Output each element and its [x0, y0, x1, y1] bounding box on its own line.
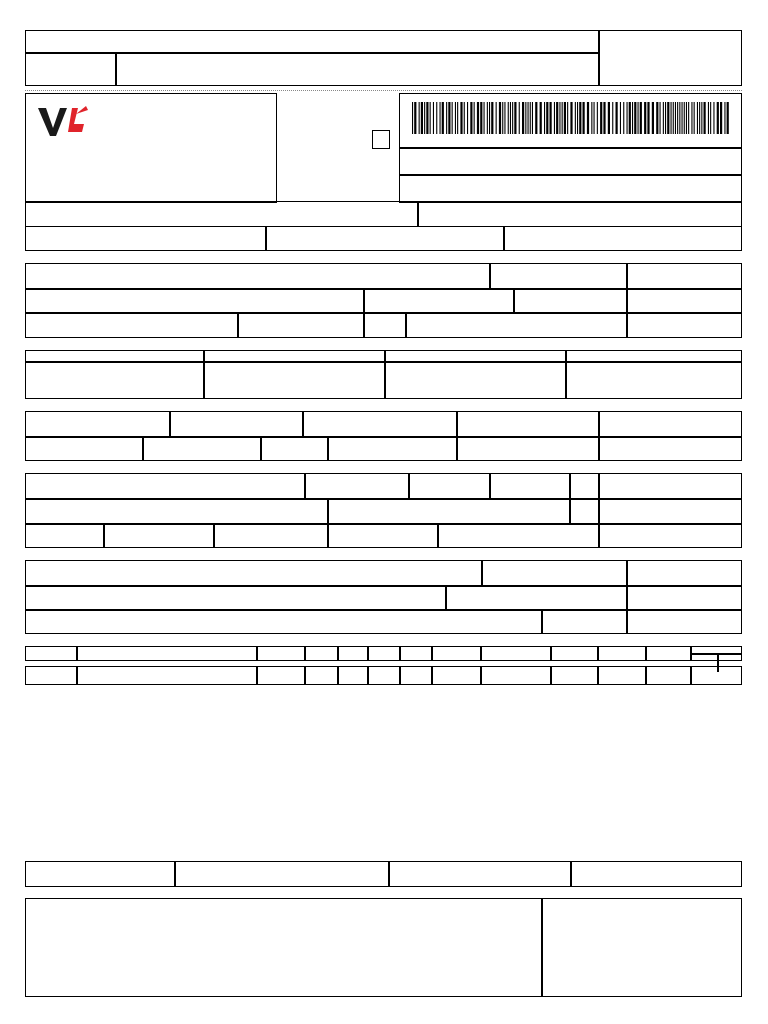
- barcode-divider-2: [399, 174, 742, 176]
- barcode-bar: [446, 102, 447, 134]
- barcode-bar: [667, 102, 669, 134]
- barcode-bar: [424, 102, 425, 134]
- recipient-col-d: [513, 288, 515, 313]
- barcode-bar: [457, 102, 458, 134]
- items-column-divider: [256, 666, 258, 685]
- barcode-bar: [708, 102, 709, 134]
- barcode-bar: [623, 102, 624, 134]
- barcode-bar: [620, 102, 621, 134]
- barcode-bar: [608, 102, 610, 134]
- recipient-col-b: [626, 263, 628, 338]
- barcode-bar: [436, 102, 437, 134]
- carrier-col-6: [327, 498, 329, 548]
- items-column-divider: [337, 666, 339, 685]
- barcode-bar: [691, 102, 692, 134]
- state-reg-divider-2: [503, 226, 505, 251]
- items-column-divider: [431, 646, 433, 661]
- receipt-stub-divider-h: [25, 52, 599, 54]
- barcode-bar: [452, 102, 453, 134]
- footer-col-2: [388, 861, 390, 887]
- items-column-divider: [645, 666, 647, 685]
- tax-col-4: [598, 411, 600, 461]
- recipient-col-a: [489, 263, 491, 289]
- items-column-divider: [304, 646, 306, 661]
- receipt-stub: [25, 30, 742, 86]
- items-header-subline: [690, 653, 742, 655]
- barcode-bar: [414, 102, 416, 134]
- barcode-bar: [600, 102, 602, 134]
- barcode-bar: [433, 102, 434, 134]
- barcode-bar: [679, 102, 680, 134]
- barcode-bar: [591, 102, 592, 134]
- barcode-bar: [634, 102, 636, 134]
- barcode-bar: [684, 102, 685, 134]
- issqn-section: [25, 560, 742, 634]
- barcode-bar: [724, 102, 725, 134]
- barcode-bar: [559, 102, 560, 134]
- barcode-bar: [530, 102, 531, 134]
- barcode-bar: [502, 102, 503, 134]
- barcode-icon: [412, 102, 730, 134]
- invoice-col-2: [384, 350, 386, 399]
- barcode-bar: [540, 102, 542, 134]
- tax-col-1: [169, 411, 171, 437]
- barcode-bar: [632, 102, 633, 134]
- tax-col-6: [260, 436, 262, 461]
- barcode-bar: [713, 102, 714, 134]
- barcode-bar: [496, 102, 497, 134]
- barcode-bar: [701, 102, 702, 134]
- barcode-bar: [525, 102, 526, 134]
- barcode-bar: [504, 102, 505, 134]
- barcode-bar: [412, 102, 413, 134]
- barcode-bar: [616, 102, 618, 134]
- barcode-bar: [704, 102, 706, 134]
- items-column-divider: [597, 666, 599, 685]
- barcode-bar: [640, 102, 642, 134]
- barcode-bar: [562, 102, 563, 134]
- items-column-divider: [597, 646, 599, 661]
- tax-col-2: [302, 411, 304, 437]
- barcode-bar: [673, 102, 674, 134]
- items-column-divider: [76, 666, 78, 685]
- barcode-bar: [464, 102, 465, 134]
- barcode-bar: [512, 102, 513, 134]
- issqn-row-line-1: [25, 585, 742, 587]
- barcode-bar: [570, 102, 572, 134]
- barcode-bar: [688, 102, 689, 134]
- items-column-divider: [690, 666, 692, 685]
- barcode-bar: [652, 102, 654, 134]
- barcode-bar: [638, 102, 639, 134]
- carrier-col-5: [598, 473, 600, 548]
- barcode-bar: [448, 102, 450, 134]
- items-column-divider: [480, 646, 482, 661]
- invoice-col-3: [565, 350, 567, 399]
- barcode-bar: [710, 102, 711, 134]
- barcode-bar: [550, 102, 552, 134]
- carrier-col-8: [213, 523, 215, 548]
- barcode-bar: [567, 102, 568, 134]
- barcode-bar: [629, 102, 631, 134]
- barcode-bar: [442, 102, 444, 134]
- barcode-bar: [579, 102, 581, 134]
- items-table-row: [25, 666, 742, 685]
- barcode-bar: [556, 102, 558, 134]
- barcode-bar: [720, 102, 722, 134]
- barcode-bar: [491, 102, 493, 134]
- entry-exit-checkbox[interactable]: [372, 130, 390, 149]
- barcode-bar: [699, 102, 700, 134]
- barcode-bar: [467, 102, 468, 134]
- barcode-bar: [694, 102, 695, 134]
- carrier-col-2: [408, 473, 410, 499]
- items-column-divider: [399, 646, 401, 661]
- barcode-bar: [470, 102, 472, 134]
- barcode-bar: [717, 102, 719, 134]
- barcode-bar: [627, 102, 628, 134]
- items-column-divider: [367, 666, 369, 685]
- issqn-row-line-2: [25, 609, 742, 611]
- barcode-bar: [594, 102, 595, 134]
- recipient-col-f: [363, 312, 365, 338]
- items-column-divider: [367, 646, 369, 661]
- cut-line: [25, 90, 742, 91]
- barcode-bar: [522, 102, 524, 134]
- tax-row-line: [25, 436, 742, 438]
- barcode-bar: [597, 102, 598, 134]
- barcode-bar: [535, 102, 537, 134]
- additional-info-box: [25, 898, 742, 997]
- recipient-section: [25, 263, 742, 338]
- carrier-col-4: [569, 473, 571, 524]
- issqn-col-4: [541, 609, 543, 634]
- items-column-divider: [550, 646, 552, 661]
- issqn-col-1: [481, 560, 483, 586]
- barcode-divider-1: [399, 147, 742, 149]
- tax-col-7: [327, 436, 329, 461]
- recipient-col-e: [237, 312, 239, 338]
- barcode-bar: [419, 102, 420, 134]
- items-column-divider: [717, 653, 719, 672]
- items-column-divider: [76, 646, 78, 661]
- items-column-divider: [399, 666, 401, 685]
- barcode-bar: [499, 102, 501, 134]
- barcode-bar: [554, 102, 555, 134]
- barcode-bar: [587, 102, 589, 134]
- footer-col-3: [570, 861, 572, 887]
- carrier-col-1: [304, 473, 306, 499]
- items-column-divider: [256, 646, 258, 661]
- barcode-bar: [583, 102, 585, 134]
- barcode-bar: [682, 102, 683, 134]
- recipient-col-g: [405, 312, 407, 338]
- tax-col-3: [456, 411, 458, 461]
- barcode-bar: [546, 102, 548, 134]
- state-registration-row: [25, 226, 742, 251]
- footer-col-1: [174, 861, 176, 887]
- barcode-bar: [612, 102, 613, 134]
- operation-nature-row: [25, 201, 742, 227]
- barcode-bar: [660, 102, 661, 134]
- barcode-bar: [477, 102, 479, 134]
- items-column-divider: [550, 666, 552, 685]
- barcode-bar: [665, 102, 666, 134]
- barcode-bar: [671, 102, 672, 134]
- carrier-section: [25, 473, 742, 548]
- issqn-col-3: [445, 585, 447, 610]
- carrier-col-7: [103, 523, 105, 548]
- carrier-row-line-1: [25, 498, 742, 500]
- barcode-bar: [421, 102, 423, 134]
- items-column-divider: [480, 666, 482, 685]
- barcode-bar: [603, 102, 605, 134]
- footer-summary-row: [25, 861, 742, 887]
- items-column-divider: [337, 646, 339, 661]
- barcode-bar: [480, 102, 482, 134]
- barcode-bar: [532, 102, 533, 134]
- barcode-bar: [697, 102, 698, 134]
- barcode-bar: [677, 102, 678, 134]
- company-logo-icon: [36, 104, 92, 140]
- barcode-bar: [426, 102, 428, 134]
- barcode-bar: [487, 102, 488, 134]
- issqn-col-2: [626, 560, 628, 634]
- receipt-date-divider: [115, 52, 117, 86]
- invoice-col-1: [203, 350, 205, 399]
- barcode-bar: [484, 102, 485, 134]
- barcode-bar: [528, 102, 529, 134]
- barcode-bar: [519, 102, 520, 134]
- barcode-bar: [544, 102, 545, 134]
- barcode-bar: [440, 102, 441, 134]
- recipient-row-line-1: [25, 288, 742, 290]
- barcode-bar: [474, 102, 475, 134]
- recipient-row-line-2: [25, 312, 742, 314]
- barcode-bar: [663, 102, 664, 134]
- barcode-bar: [460, 102, 462, 134]
- items-column-divider: [304, 666, 306, 685]
- barcode-bar: [455, 102, 456, 134]
- items-table-header: [25, 646, 742, 661]
- barcode-bar: [489, 102, 490, 134]
- recipient-col-c: [363, 288, 365, 313]
- barcode-bar: [675, 102, 676, 134]
- additional-info-divider: [541, 898, 543, 997]
- barcode-bar: [575, 102, 576, 134]
- carrier-col-9: [437, 523, 439, 548]
- barcode-bar: [727, 102, 729, 134]
- tax-col-5: [142, 436, 144, 461]
- barcode-bar: [644, 102, 646, 134]
- items-column-divider: [645, 646, 647, 661]
- barcode-bar: [510, 102, 511, 134]
- barcode-bar: [656, 102, 658, 134]
- operation-nature-divider: [417, 201, 419, 227]
- receipt-stub-divider-v: [598, 30, 600, 86]
- barcode-bar: [514, 102, 516, 134]
- barcode-bar: [564, 102, 566, 134]
- carrier-row-line-2: [25, 523, 742, 525]
- barcode-bar: [508, 102, 509, 134]
- barcode-bar: [577, 102, 578, 134]
- barcode-bar: [430, 102, 431, 134]
- barcode-bar: [686, 102, 687, 134]
- barcode-bar: [647, 102, 649, 134]
- items-column-divider: [431, 666, 433, 685]
- carrier-col-3: [489, 473, 491, 499]
- state-reg-divider-1: [265, 226, 267, 251]
